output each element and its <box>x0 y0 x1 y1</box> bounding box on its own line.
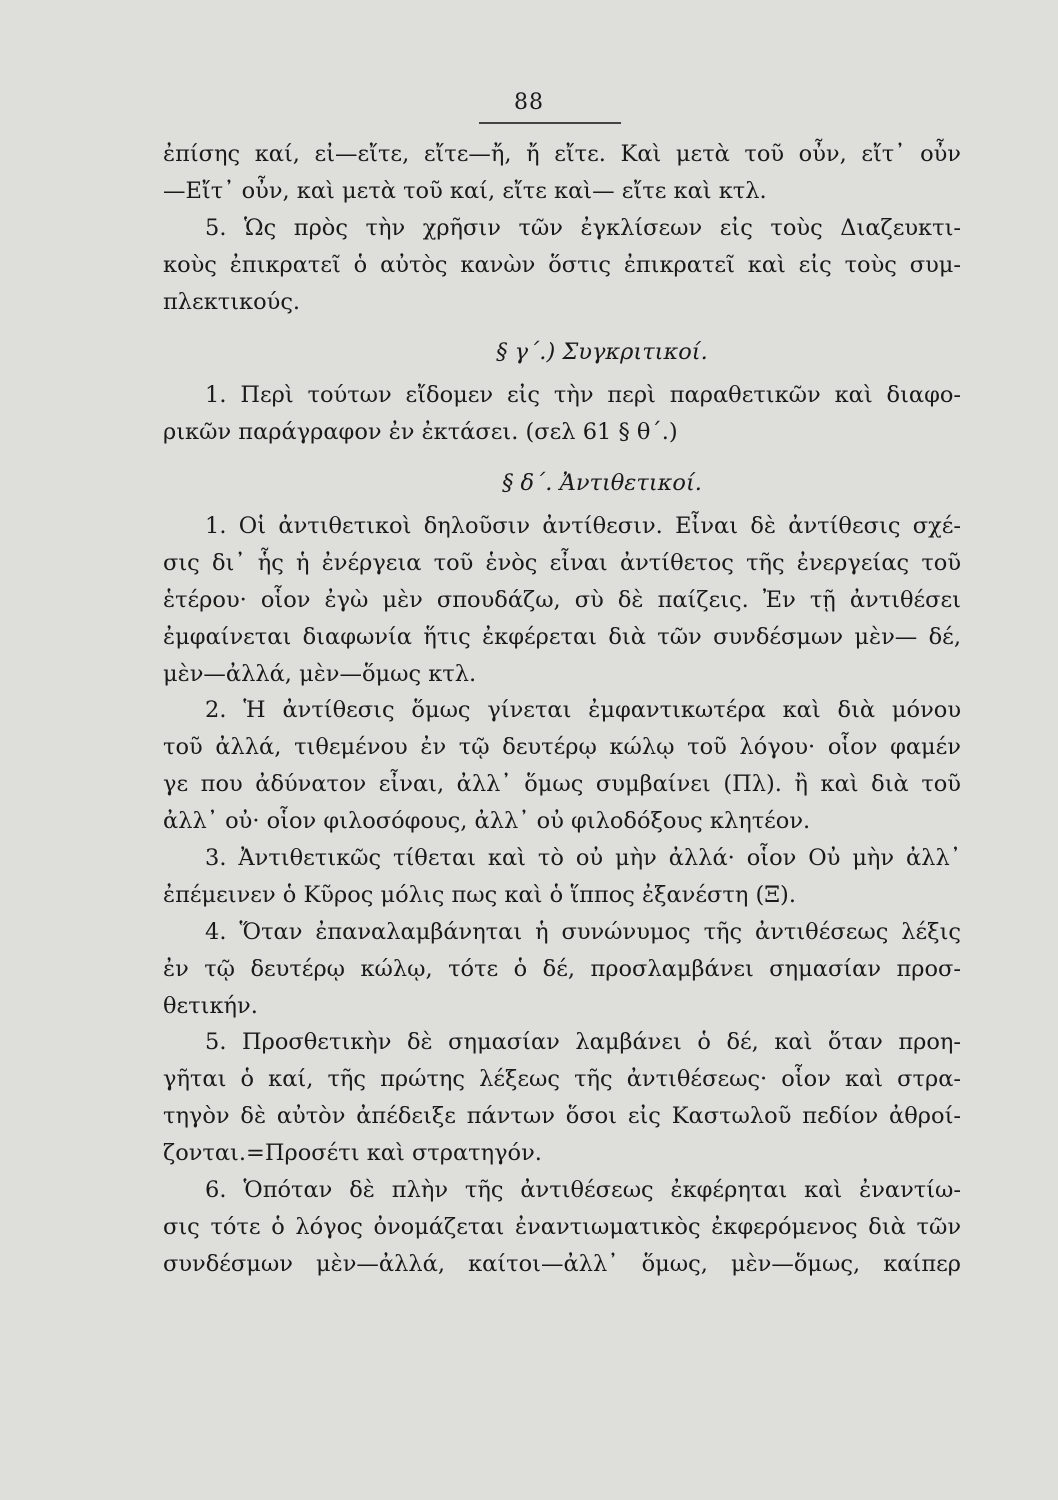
page-number: 88 <box>514 90 544 115</box>
text-line: ζονται.=Προσέτι καὶ στρατηγόν. <box>163 1140 542 1167</box>
text-line: ἐμφαίνεται διαφωνία ἥτις ἐκφέρεται διὰ τῶν συνδέσμων μὲν— δέ, <box>163 623 961 650</box>
text-line: ἐν τῷ δευτέρῳ κώλῳ, τότε ὁ δέ, προσλαμβάνει σημασίαν προσ- <box>163 955 961 982</box>
text-line: 6. Ὁπόταν δὲ πλὴν τῆς ἀντιθέσεως ἐκφέρηται καὶ ἐναντίω- <box>205 1177 961 1204</box>
text-line: τοῦ ἀλλά, τιθεμένου ἐν τῷ δευτέρῳ κώλῳ τοῦ λόγου· οἷον φαμέν <box>163 734 961 761</box>
text-line: σις δι᾽ ἧς ἡ ἐνέργεια τοῦ ἑνὸς εἶναι ἀντίθετος τῆς ἐνεργείας τοῦ <box>163 549 961 576</box>
text-line: ρικῶν παράγραφον ἐν ἐκτάσει. (σελ 61 § θ΄.) <box>163 419 678 446</box>
page-text <box>163 136 961 1283</box>
text-line: —Εἴτ᾽ οὖν, καὶ μετὰ τοῦ καί, εἴτε καὶ— εἴτε καὶ κτλ. <box>163 177 767 204</box>
page-number-rule <box>479 122 621 124</box>
section-heading-delta: § δ΄. Ἀντιθετικοί. <box>502 470 702 497</box>
text-line: κοὺς ἐπικρατεῖ ὁ αὐτὸς κανὼν ὅστις ἐπικρατεῖ καὶ εἰς τοὺς συμ- <box>163 251 961 278</box>
text-line: ἀλλ᾽ οὐ· οἷον φιλοσόφους, ἀλλ᾽ οὐ φιλοδόξους κλητέον. <box>163 808 811 835</box>
text-line: 4. Ὅταν ἐπαναλαμβάνηται ἡ συνώνυμος τῆς ἀντιθέσεως λέξις <box>205 918 961 945</box>
text-line: θετικήν. <box>163 992 258 1019</box>
text-line: 5. Προσθετικὴν δὲ σημασίαν λαμβάνει ὁ δέ, καὶ ὅταν προη- <box>205 1029 961 1056</box>
text-line: μὲν—ἀλλά, μὲν—ὅμως κτλ. <box>163 660 477 687</box>
text-line: 5. Ὡς πρὸς τὴν χρῆσιν τῶν ἐγκλίσεων εἰς τοὺς Διαζευκτι- <box>205 214 961 241</box>
text-line: ἐπέμεινεν ὁ Κῦρος μόλις πως καὶ ὁ ἵππος ἐξανέστη (Ξ). <box>163 881 796 908</box>
section-heading-gamma: § γ΄.) Συγκριτικοί. <box>496 339 708 366</box>
text-line: γε που ἀδύνατον εἶναι, ἀλλ᾽ ὅμως συμβαίνει (Πλ). ἢ καὶ διὰ τοῦ <box>163 771 961 798</box>
text-line: ἐπίσης καί, εἰ—εἴτε, εἴτε—ἤ, ἤ εἴτε. Καὶ μετὰ τοῦ οὖν, εἴτ᾽ οὖν <box>163 141 961 167</box>
text-line: τηγὸν δὲ αὐτὸν ἀπέδειξε πάντων ὅσοι εἰς Καστωλοῦ πεδίον ἀθροί- <box>163 1103 961 1130</box>
text-line: σις τότε ὁ λόγος ὀνομάζεται ἐναντιωματικὸς ἐκφερόμενος διὰ τῶν <box>163 1213 961 1240</box>
text-line: γῆται ὁ καί, τῆς πρώτης λέξεως τῆς ἀντιθέσεως· οἷον καὶ στρα- <box>163 1066 961 1093</box>
text-line: συνδέσμων μὲν—ἀλλά, καίτοι—ἀλλ᾽ ὅμως, μὲν—ὅμως, καίπερ <box>163 1250 961 1277</box>
text-line: 1. Οἱ ἀντιθετικοὶ δηλοῦσιν ἀντίθεσιν. Εἶναι δὲ ἀντίθεσις σχέ- <box>205 513 961 540</box>
text-line: 2. Ἡ ἀντίθεσις ὅμως γίνεται ἐμφαντικωτέρα καὶ διὰ μόνου <box>205 697 961 724</box>
text-line: 1. Περὶ τούτων εἴδομεν εἰς τὴν περὶ παραθετικῶν καὶ διαφο- <box>205 382 961 409</box>
text-line: πλεκτικούς. <box>163 288 301 315</box>
text-line: 3. Ἀντιθετικῶς τίθεται καὶ τὸ οὐ μὴν ἀλλά· οἷον Οὐ μὴν ἀλλ᾽ <box>205 845 961 872</box>
text-line: ἑτέρου· οἷον ἐγὼ μὲν σπουδάζω, σὺ δὲ παίζεις. Ἐν τῇ ἀντιθέσει <box>163 586 961 613</box>
